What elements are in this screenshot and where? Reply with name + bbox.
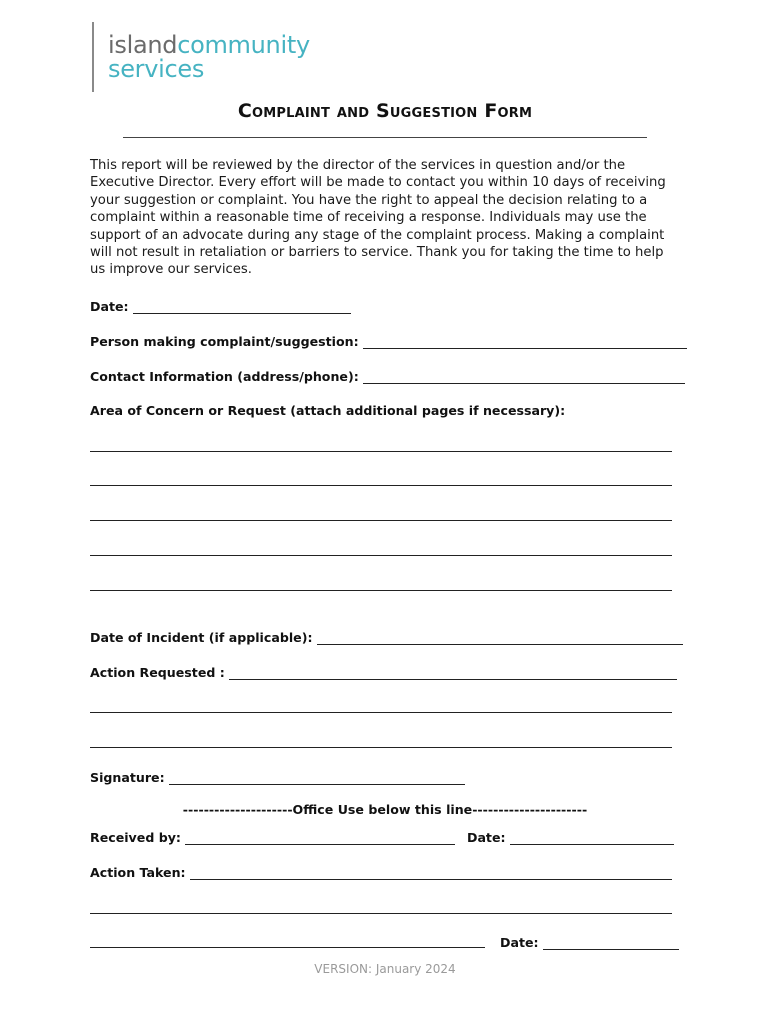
logo-text-island: island [108,31,178,59]
date-field[interactable] [133,300,351,314]
final-date-row [500,932,679,950]
title-underline [123,137,647,138]
person-field[interactable] [363,335,687,349]
person-label: Person making complaint/suggestion: [90,334,359,349]
final-date-field[interactable] [543,936,679,950]
area-label: Area of Concern or Request (attach additional pages if necessary): [90,403,566,418]
intro-paragraph: This report will be reviewed by the director of the services in question and/or the Executive Director. Every effort will be made to contact you within 10 days of receiving your suggestion or complaint. You have the right to appeal the decision relating to a complaint within a reasonable time of receiving a response. Individuals may use the support of an advocate during any stage of the complaint process. Making a complaint will not result in retaliation or barriers to service. Thank you for taking the time to help us improve our services. [90,158,666,278]
version-footer: VERSION: January 2024 [314,962,456,976]
area-line-1[interactable] [90,451,672,452]
contact-row [90,366,685,384]
form-title [0,100,770,122]
signature-label: Signature: [90,770,165,785]
action-taken-line-3[interactable] [90,947,485,948]
action-requested-label: Action Requested : [90,665,225,680]
date-label: Date: [90,299,129,314]
received-date-field[interactable] [510,831,674,845]
incident-date-row [90,627,683,645]
area-row [90,400,565,418]
received-by-field[interactable] [185,831,455,845]
signature-row [90,767,465,785]
action-requested-field[interactable] [229,666,677,680]
office-use-divider: ---------------------Office Use below this line---------------------- [182,802,588,817]
area-line-2[interactable] [90,485,672,486]
received-row [90,827,674,845]
action-requested-line-2[interactable] [90,712,672,713]
logo-text-community: community [177,31,310,59]
incident-date-field[interactable] [317,631,683,645]
action-requested-line-3[interactable] [90,747,672,748]
person-row [90,331,687,349]
action-taken-row [90,862,672,880]
logo-line-2 [108,56,204,82]
area-line-5[interactable] [90,590,672,591]
area-line-4[interactable] [90,555,672,556]
incident-date-label: Date of Incident (if applicable): [90,630,313,645]
action-taken-line-2[interactable] [90,913,672,914]
contact-label: Contact Information (address/phone): [90,369,359,384]
action-taken-field[interactable] [190,866,672,880]
action-requested-row [90,662,677,680]
logo-divider-bar [92,22,94,92]
date-row [90,296,351,314]
final-date-label: Date: [500,935,539,950]
received-date-label: Date: [466,830,506,845]
logo-text-services: services [108,55,205,83]
action-taken-label: Action Taken: [90,865,186,880]
received-by-label: Received by: [90,830,181,845]
signature-field[interactable] [169,771,465,785]
area-line-3[interactable] [90,520,672,521]
form-title-text: Complaint and Suggestion Form [237,100,533,122]
contact-field[interactable] [363,370,685,384]
